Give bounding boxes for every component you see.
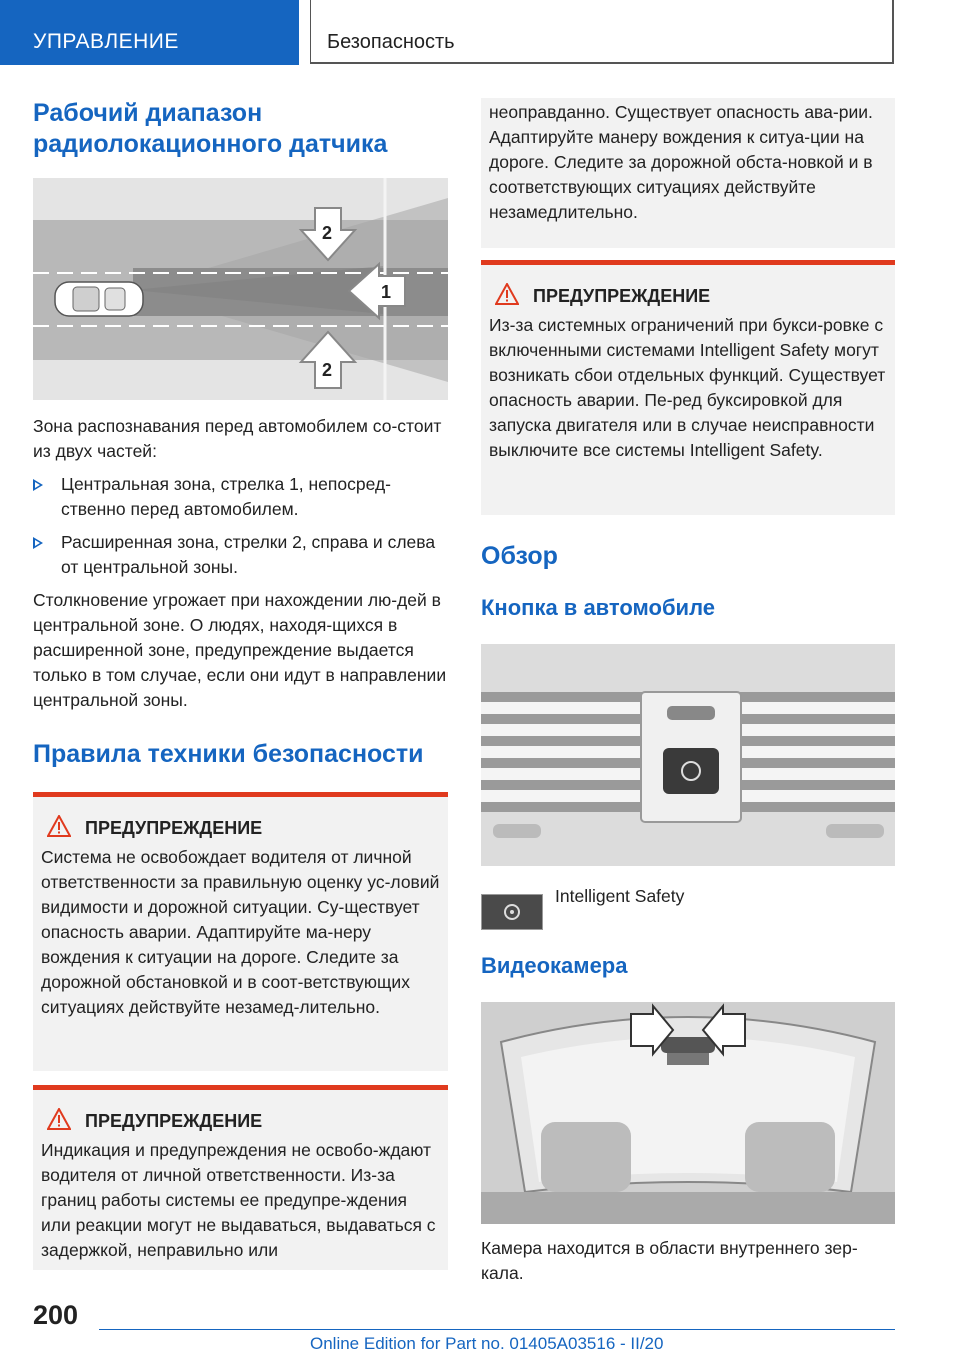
heading-sensor-range: Рабочий диапазон радиолокационного датчика <box>33 99 388 158</box>
arrow-1-label: 1 <box>380 282 392 302</box>
dashboard-button-illustration <box>481 644 895 866</box>
section-tab <box>0 0 299 65</box>
sensor-range-diagram <box>33 178 448 400</box>
arrow-2-bottom-label: 2 <box>321 360 333 380</box>
arrow-2-top-label: 2 <box>321 223 333 243</box>
warning-title: ПРЕДУПРЕЖДЕНИЕ <box>533 286 711 306</box>
warning-text: Система не освобождает водителя от личной ответственности за правильную оценку ус-ловий видимости и дорожной ситуации. Су-ществует опасность аварии. Адаптируйте ма-неру вождения к ситуации на дороге. Следите за дорожной обстановкой и в соот-ветствующих ситуациях действуйте незамед-лительно. <box>41 847 440 1017</box>
warning-triangle-icon <box>495 283 519 305</box>
intelligent-safety-button-icon <box>481 894 543 930</box>
warning-box <box>33 792 448 1071</box>
warning-box <box>33 1085 448 1270</box>
warning-text: Из-за системных ограничений при букси-ровке с включенными системами Intelligent Safety могут возникать сбои отдельных функций. Существует опасность аварии. Пе-ред буксировкой для запуска двигателя или в случае неисправности выключите все системы Intelligent Safety. <box>489 315 886 460</box>
warning-continuation: неоправданно. Существует опасность ава-рии. Адаптируйте манеру вождения к ситуа-ции на дороге. Следите за дорожной обста-новкой и в соответствующих ситуациях действуйте незамедлительно. <box>481 98 895 248</box>
camera-caption: Камера находится в области внутреннего зер-кала. <box>481 1238 858 1283</box>
bullet-triangle-icon <box>33 479 43 491</box>
footer-edition: Online Edition for Part no. 01405A03516 - II/20 <box>310 1334 664 1353</box>
list-item: Центральная зона, стрелка 1, непосред-ственно перед автомобилем. <box>33 472 448 522</box>
footer-divider <box>99 1329 895 1330</box>
heading-safety-rules: Правила техники безопасности <box>33 740 424 768</box>
section-title: УПРАВЛЕНИЕ <box>33 30 179 53</box>
heading-button-in-car: Кнопка в автомобиле <box>481 595 715 620</box>
warning-text: Индикация и предупреждения не освобо-ждают водителя от личной ответственности. Из-за границ работы системы ее предупре-ждения или реакции могут не выдаваться, выдаваться с задержкой, неправильно или <box>41 1140 436 1260</box>
left-column <box>33 98 448 1270</box>
button-photo <box>481 644 895 866</box>
page-number: 200 <box>33 1300 79 1330</box>
list-item: Расширенная зона, стрелки 2, справа и слева от центральной зоны. <box>33 530 448 580</box>
warning-title: ПРЕДУПРЕЖДЕНИЕ <box>85 1111 263 1131</box>
intro-text: Зона распознавания перед автомобилем со-стоит из двух частей: <box>33 416 442 461</box>
button-label: Intelligent Safety <box>555 886 685 906</box>
warning-triangle-icon <box>47 1108 71 1130</box>
heading-overview: Обзор <box>481 542 558 570</box>
right-column <box>481 98 896 1286</box>
warning-triangle-icon <box>47 815 71 837</box>
bullet-triangle-icon <box>33 537 43 549</box>
warning-box <box>481 260 895 515</box>
intelligent-safety-icon <box>482 895 542 929</box>
camera-photo <box>481 1002 895 1224</box>
heading-camera: Видеокамера <box>481 953 628 978</box>
topic-tab <box>310 0 894 64</box>
car-icon <box>55 282 143 316</box>
button-legend <box>481 888 896 932</box>
warning-title: ПРЕДУПРЕЖДЕНИЕ <box>85 818 263 838</box>
topic-title: Безопасность <box>327 31 455 53</box>
collision-text: Столкновение угрожает при нахождении лю-дей в центральной зоне. О людях, находя-щихся в расширенной зоне, предупреждение выдается только в том случае, если они идут в направлении центральной зоны. <box>33 590 447 710</box>
interior-camera-illustration <box>481 1002 895 1224</box>
sensor-range-figure <box>33 178 448 400</box>
